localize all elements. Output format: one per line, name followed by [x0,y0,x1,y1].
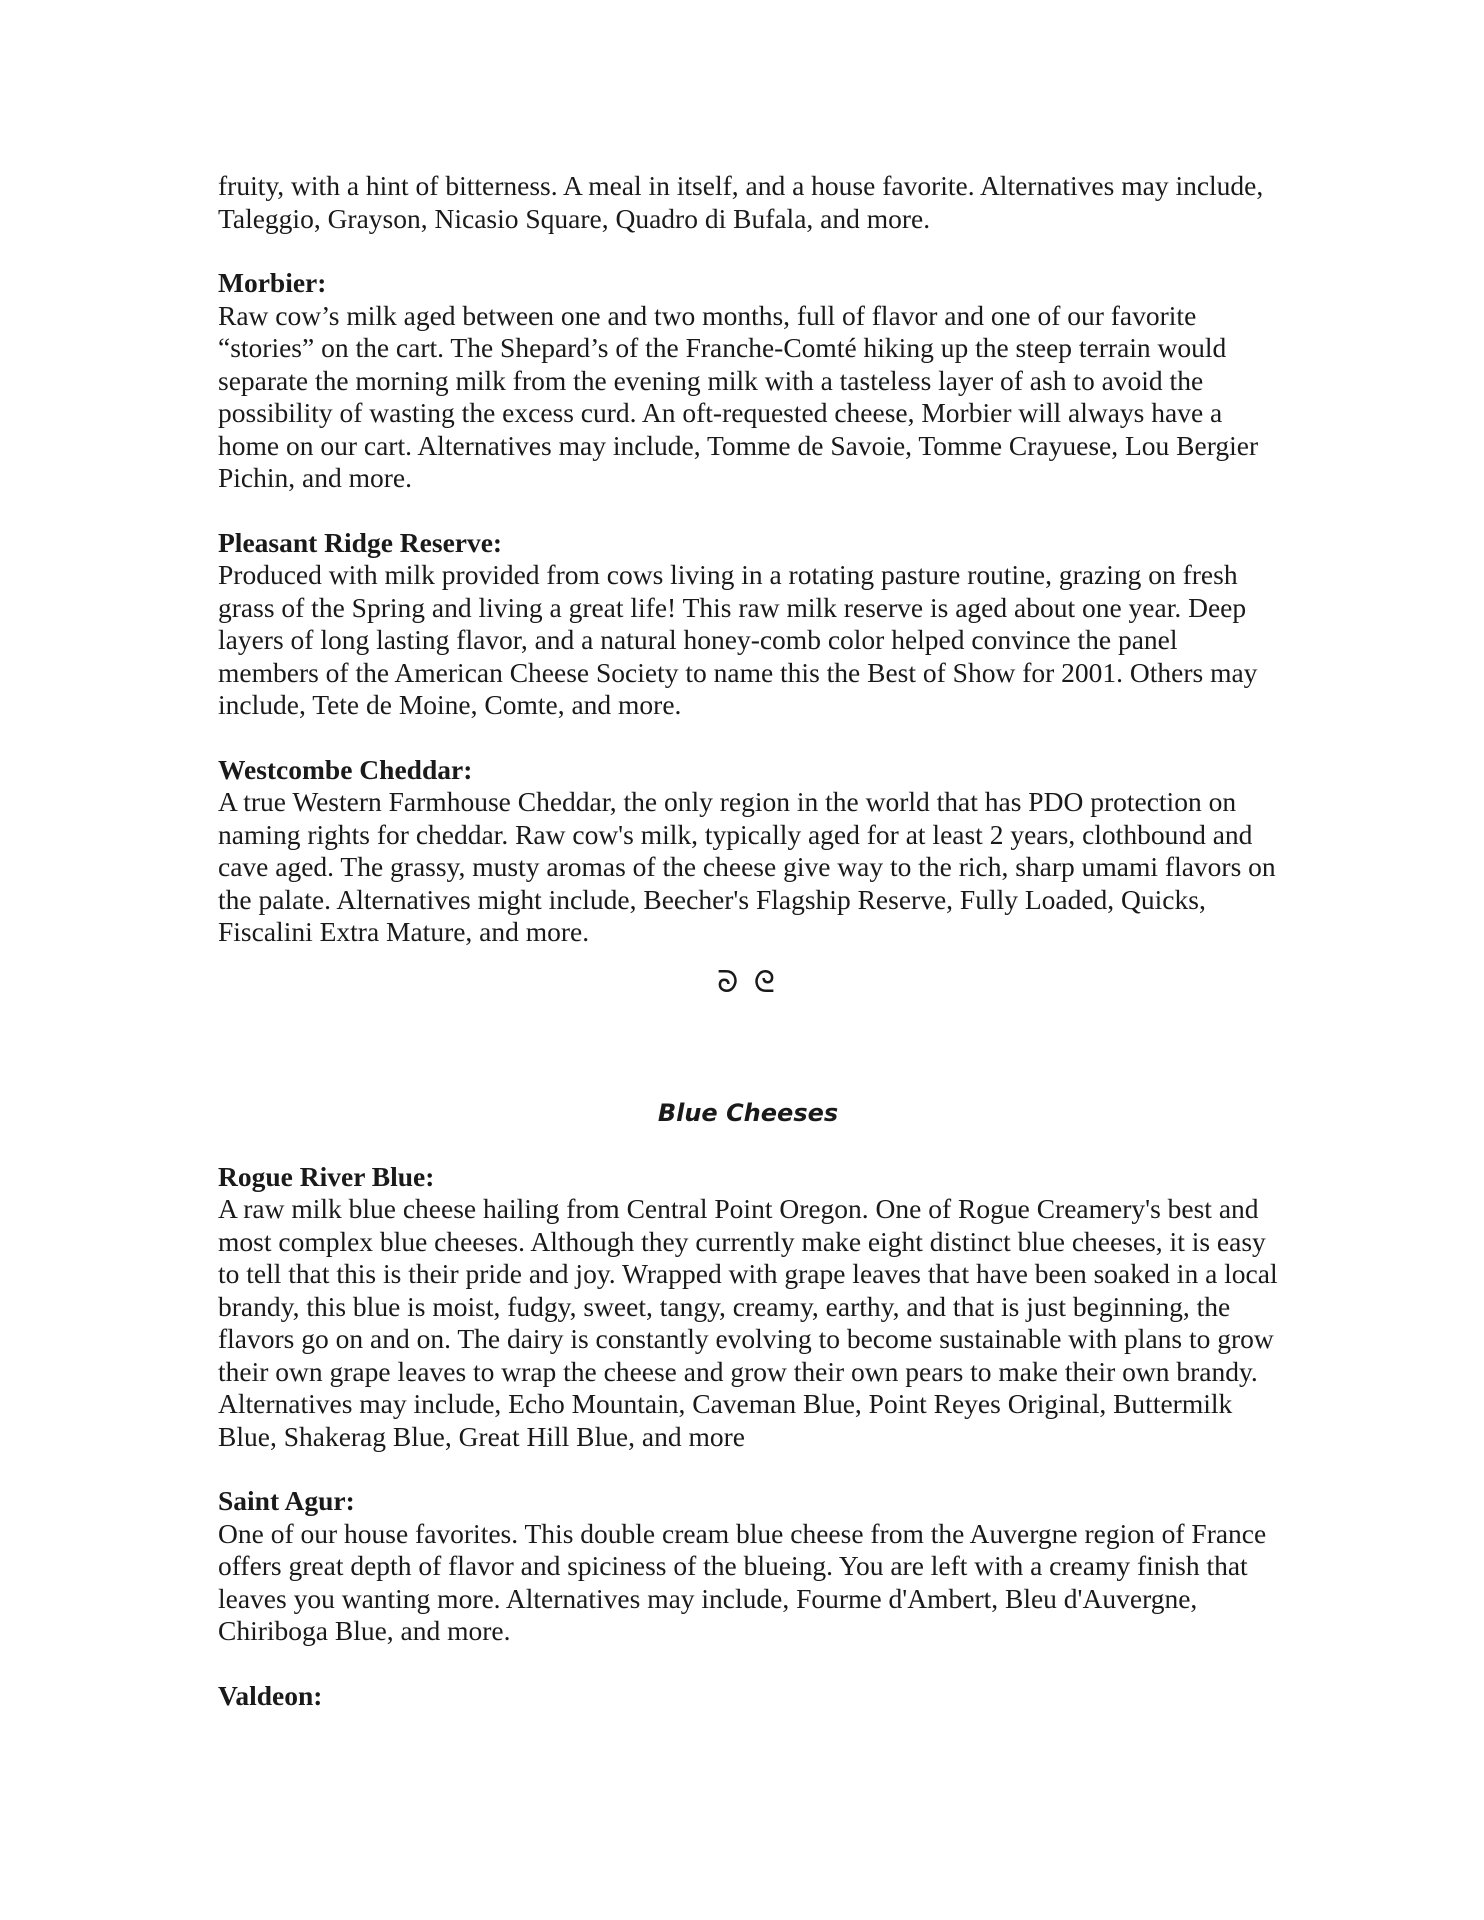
page-content [218,170,1278,1744]
cheese-title: Pleasant Ridge Reserve: [218,526,503,558]
section-heading-blue-cheeses: Blue Cheeses [657,1098,839,1127]
cheese-title: Saint Agur: [218,1485,355,1516]
cheese-title: Rogue River Blue: [218,1160,435,1192]
cheese-entry-morbier [218,267,1278,495]
cheese-title: Westcombe Cheddar: [218,753,473,785]
cheese-description: Raw cow’s milk aged between one and two months, full of flavor and one of our favorite “stories” on the cart. The Shepard’s of the Franche-Comté hiking up the steep terrain would separate the morning milk from the evening milk with a tasteless layer of ash to avoid the possibility of wasting the excess curd. An oft-requested cheese, Morbier will always have a home on our cart. Alternatives may include, Tomme de Savoie, Tomme Crayuese, Lou Bergier Pichin, and more. [218,299,1259,493]
cheese-entry-rogue-river-blue [218,1161,1278,1454]
cheese-description: A raw milk blue cheese hailing from Central Point Oregon. One of Rogue Creamery's best and most complex blue cheeses. Although they currently make eight distinct blue cheeses, it is easy to tell that this is their pride and joy. Wrapped with grape leaves that have been soaked in a local brandy, this blue is moist, fudgy, sweet, tangy, creamy, earthy, and that is just beginning, the flavors go on and on. The dairy is constantly evolving to become sustainable with plans to grow their own grape leaves to wrap the cheese and grow their own pears to make their own brandy. Alternatives may include, Echo Mountain, Caveman Blue, Point Reyes Original, Buttermilk Blue, Shakerag Blue, Great Hill Blue, and more [218,1193,1278,1452]
cheese-description: A true Western Farmhouse Cheddar, the only region in the world that has PDO protection on naming rights for cheddar. Raw cow's milk, typically aged for at least 2 years, clothbound and cave aged. The grassy, musty aromas of the cheese give way to the rich, sharp umami flavors on the palate. Alternatives might include, Beecher's Flagship Reserve, Fully Loaded, Quicks, Fiscalini Extra Mature, and more. [218,786,1276,947]
cheese-title: Valdeon: [218,1679,323,1711]
cheese-description: Produced with milk provided from cows living in a rotating pasture routine, grazing on fresh grass of the Spring and living a great life! This raw milk reserve is aged about one year. Deep layers of long lasting flavor, and a natural honey-comb color helped convince the panel members of the American Cheese Society to name this the Best of Show for 2001. Others may include, Tete de Moine, Comte, and more. [218,559,1258,720]
ornament-divider: ᘐ ᘓ [717,965,779,999]
cheese-entry-valdeon [218,1680,1278,1713]
cheese-entry-saint-agur [218,1485,1278,1648]
continued-paragraph: fruity, with a hint of bitterness. A meal in itself, and a house favorite. Alternatives may include, Taleggio, Grayson, Nicasio Square, Quadro di Bufala, and more. [218,170,1264,234]
cheese-title: Morbier: [218,267,327,298]
cheese-entry-westcombe-cheddar [218,754,1278,949]
cheese-entry-pleasant-ridge-reserve [218,527,1278,722]
cheese-description: One of our house favorites. This double cream blue cheese from the Auvergne region of France offers great depth of flavor and spiciness of the blueing. You are left with a creamy finish that leaves you wanting more. Alternatives may include, Fourme d'Ambert, Bleu d'Auvergne, Chiriboga Blue, and more. [218,1517,1267,1646]
